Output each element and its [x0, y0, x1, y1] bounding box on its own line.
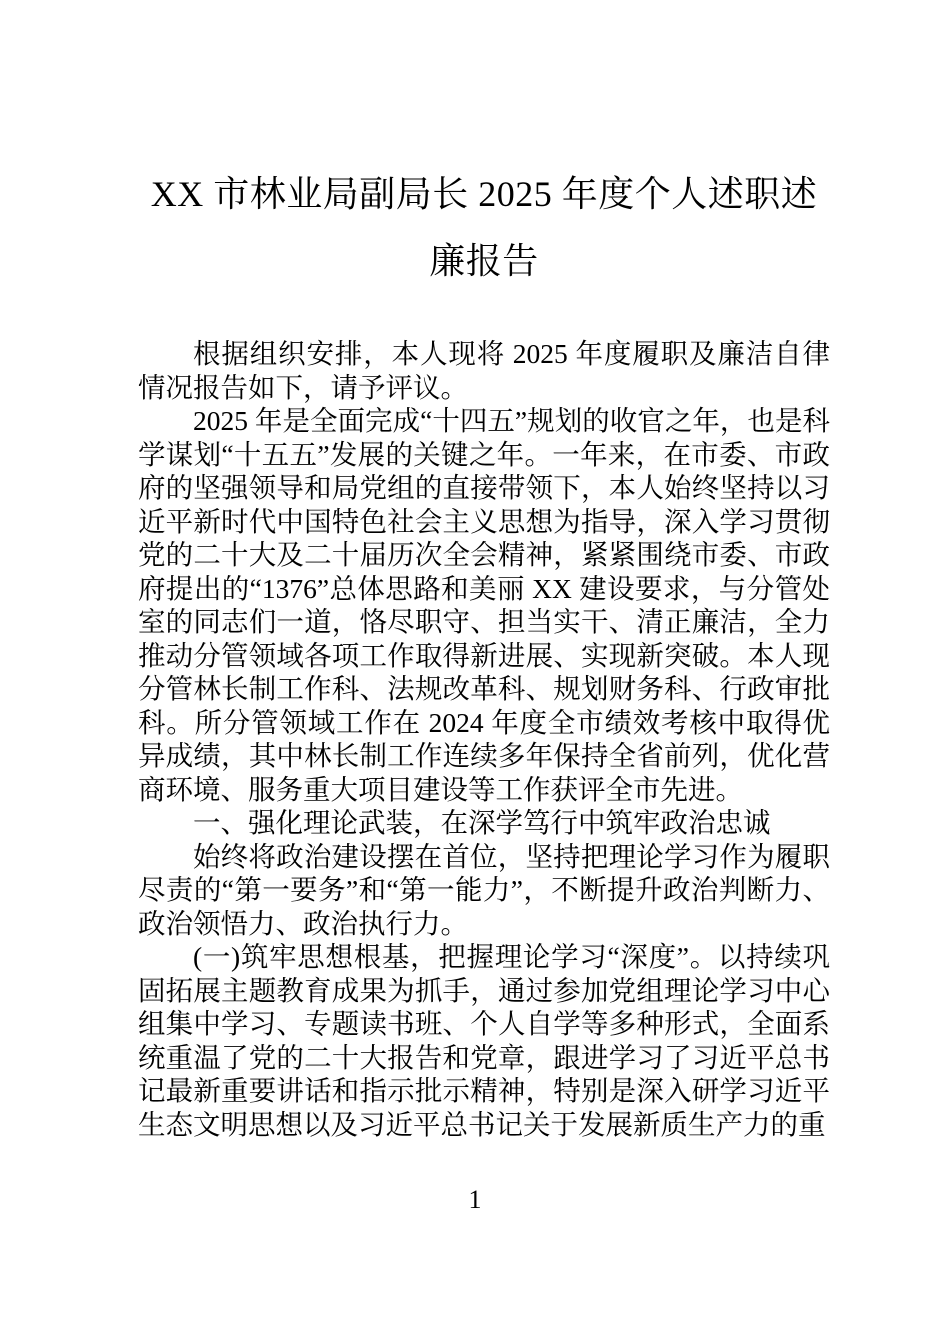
document-title: XX 市林业局副局长 2025 年度个人述职述廉报告: [150, 174, 818, 281]
paragraph-overview: 2025 年是全面完成“十四五”规划的收官之年，也是科学谋划“十五五”发展的关键之年。一年来，在市委、市政府的坚强领导和局党组的直接带领下，本人始终坚持以习近平新时代中国特色社会主义思想为指导，深入学习贯彻党的二十大及二十届历次全会精神，紧紧围绕市委、市政府提出的“1376”总体思路和美丽 XX 建设要求，与分管处室的同志们一道，恪尽职守、担当实干、清正廉洁，全力推动分管领域各项工作取得新进展、实现新突破。本人现分管林长制工作科、法规改革科、规划财务科、行政审批科。所分管领域工作在 2024 年度全市绩效考核中取得优异成绩，其中林长制工作连续多年保持全省前列，优化营商环境、服务重大项目建设等工作获评全市先进。: [138, 405, 830, 805]
section-heading-1: 一、强化理论武装，在深学笃行中筑牢政治忠诚: [193, 807, 771, 838]
paragraph-intro: 根据组织安排，本人现将 2025 年度履职及廉洁自律情况报告如下，请予评议。: [138, 338, 830, 403]
paragraph-political-building: 始终将政治建设摆在首位，坚持把理论学习作为履职尽责的“第一要务”和“第一能力”，不断提升政治判断力、政治领悟力、政治执行力。: [138, 840, 830, 939]
document-body: [138, 161, 830, 1141]
page-number: 1: [468, 1185, 482, 1214]
paragraph-theory-study: (一)筑牢思想根基，把握理论学习“深度”。以持续巩固拓展主题教育成果为抓手，通过参加党组理论学习中心组集中学习、专题读书班、个人自学等多种形式，全面系统重温了党的二十大报告和党章，跟进学习了习近平总书记最新重要讲话和指示批示精神，特别是深入研学习近平生态文明思想以及习近平总书记关于发展新质生产力的重: [138, 941, 830, 1140]
